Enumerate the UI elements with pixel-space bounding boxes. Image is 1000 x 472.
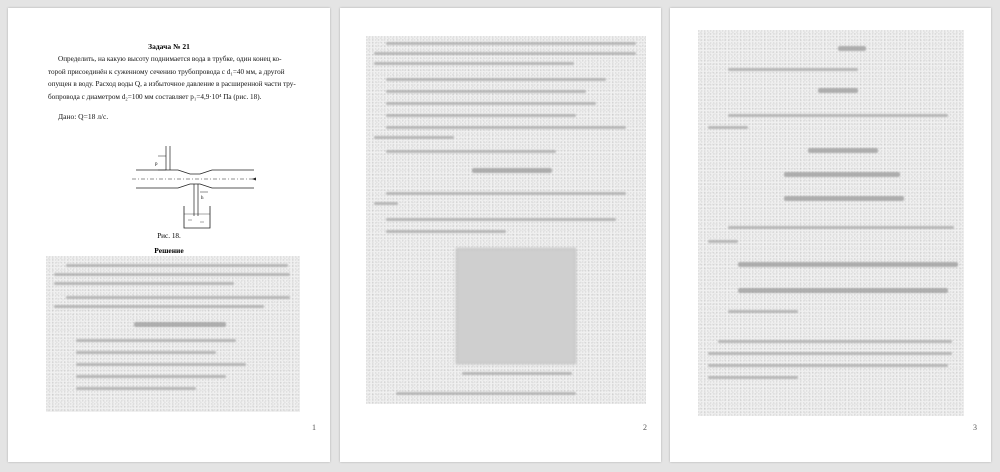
scanned-solution-image: [366, 36, 646, 404]
given-data: Дано: Q=18 л/с.: [58, 112, 109, 121]
problem-line: бопровода с диаметром d₂=100 мм составляет p₁=4,9·10⁴ Па (рис. 18).: [48, 92, 262, 101]
scanned-solution-image: [46, 256, 300, 412]
figure-caption: Рис. 18.: [157, 232, 181, 240]
problem-line: торой присоединён к суженному сечению трубопровода с d₁=40 мм, а другой: [48, 67, 285, 76]
svg-text:h: h: [201, 196, 204, 201]
document-page-3: [670, 8, 991, 462]
problem-title: Задача № 21: [148, 42, 190, 51]
solution-heading: Решение: [154, 246, 184, 255]
problem-line: опущен в воду. Расход воды Q, а избыточное давление в расширенной части тру-: [48, 80, 296, 89]
document-page-2: [340, 8, 661, 462]
page-number: 3: [973, 423, 977, 432]
scanned-photo: [456, 248, 576, 364]
page-number: 1: [312, 423, 316, 432]
scanned-solution-image: [698, 30, 964, 416]
page-number: 2: [643, 423, 647, 432]
pipe-diagram: [128, 134, 258, 230]
problem-statement: [48, 53, 310, 103]
problem-line: Определить, на какую высоту поднимается вода в трубке, один конец ко-: [58, 55, 282, 63]
svg-text:p: p: [155, 162, 158, 167]
document-page-1: [8, 8, 330, 462]
